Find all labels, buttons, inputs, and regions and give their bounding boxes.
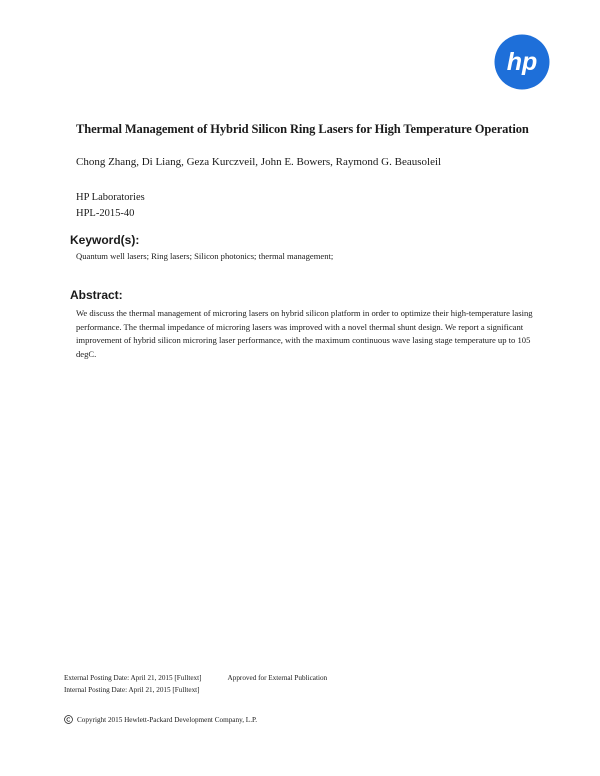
keywords-text: Quantum well lasers; Ring lasers; Silicon photonics; thermal management;	[76, 251, 334, 261]
copyright-icon	[64, 715, 73, 724]
external-posting-date: External Posting Date: April 21, 2015 [Fulltext]	[64, 674, 202, 682]
report-number: HPL-2015-40	[76, 208, 135, 219]
lab-name: HP Laboratories	[76, 192, 145, 203]
internal-posting-date: Internal Posting Date: April 21, 2015 [Fulltext]	[64, 686, 200, 694]
copyright-notice	[64, 715, 257, 724]
posting-dates	[64, 672, 327, 696]
author-list: Chong Zhang, Di Liang, Geza Kurczveil, John E. Bowers, Raymond G. Beausoleil	[76, 156, 442, 168]
abstract-text: We discuss the thermal management of microring lasers on hybrid silicon platform in order to optimize their high-temperature lasing performance. The thermal impedance of microring lasers was improved with a novel thermal shunt design. We report a significant improvement of hybrid silicon microring laser performance, with the maximum continuous wave lasing stage temperature up to 105 degC.	[76, 308, 533, 359]
external-posting-row	[64, 672, 327, 684]
document-title: Thermal Management of Hybrid Silicon Ring Lasers for High Temperature Operation	[76, 122, 529, 136]
keywords-heading: Keyword(s):	[70, 233, 140, 247]
hp-logo	[494, 34, 550, 90]
abstract-heading: Abstract:	[70, 288, 123, 302]
report-info	[76, 190, 145, 222]
approval-status: Approved for External Publication	[227, 674, 328, 682]
hp-logo-text: hp	[506, 48, 538, 76]
copyright-text: Copyright 2015 Hewlett-Packard Development Company, L.P.	[77, 715, 257, 724]
